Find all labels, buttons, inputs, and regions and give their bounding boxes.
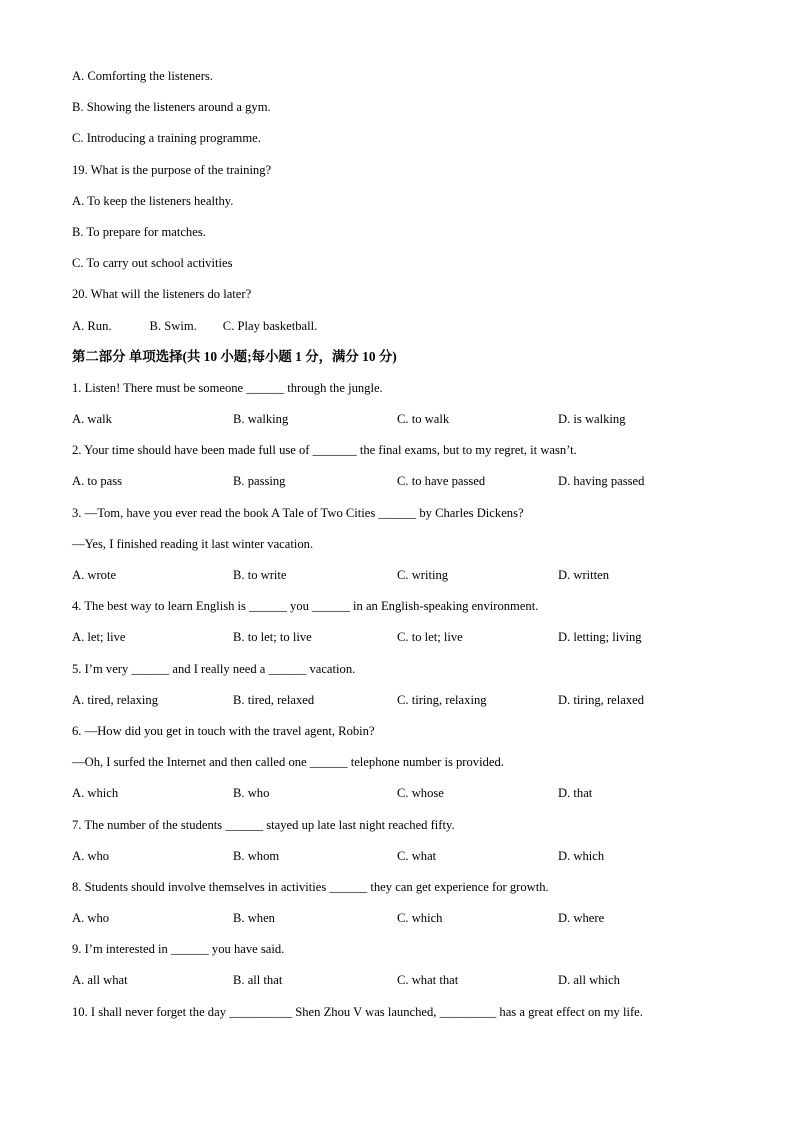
option-a: A. Run. bbox=[72, 318, 112, 333]
option-c: C. which bbox=[397, 911, 443, 926]
question-options bbox=[72, 625, 732, 656]
option-b: B. when bbox=[233, 911, 275, 926]
option-line: A. Comforting the listeners. bbox=[72, 69, 213, 83]
option-d: D. letting; living bbox=[558, 630, 642, 645]
question-options bbox=[72, 469, 732, 500]
option-d: D. which bbox=[558, 848, 605, 863]
option-c: C. whose bbox=[397, 786, 444, 801]
question-stem: 2. Your time should have been made full use of _______ the final exams, but to my regret, it wasn’t. bbox=[72, 443, 577, 458]
option-a: A. to pass bbox=[72, 474, 123, 489]
question-20-stem: 20. What will the listeners do later? bbox=[72, 287, 252, 302]
option-d: D. is walking bbox=[558, 412, 626, 427]
option-b: B. walking bbox=[233, 412, 289, 427]
question-options bbox=[72, 563, 732, 594]
option-a: A. wrote bbox=[72, 568, 117, 582]
option-a: A. who bbox=[72, 848, 110, 863]
option-c: C. to walk bbox=[397, 412, 450, 427]
question-19-stem: 19. What is the purpose of the training? bbox=[72, 162, 272, 177]
question-stem: 1. Listen! There must be someone ______ through the jungle. bbox=[72, 380, 383, 395]
question-options bbox=[72, 968, 732, 999]
option-line: A. To keep the listeners healthy. bbox=[72, 193, 234, 208]
option-c: C. to have passed bbox=[397, 474, 486, 489]
question-stem-reply: —Yes, I finished reading it last winter vacation. bbox=[72, 536, 314, 551]
option-line: C. Introducing a training programme. bbox=[72, 131, 261, 146]
option-d: D. that bbox=[558, 786, 593, 801]
option-c: C. tiring, relaxing bbox=[397, 692, 487, 707]
question-stem: 3. —Tom, have you ever read the book A Tale of Two Cities ______ by Charles Dickens? bbox=[72, 505, 524, 520]
option-c: C. writing bbox=[397, 568, 449, 582]
option-d: D. where bbox=[558, 911, 605, 926]
question-options bbox=[72, 781, 732, 812]
question-stem: 7. The number of the students ______ stayed up late last night reached fifty. bbox=[72, 817, 455, 832]
option-b: B. all that bbox=[233, 973, 283, 988]
option-a: A. which bbox=[72, 786, 119, 801]
option-d: D. all which bbox=[558, 973, 620, 988]
question-stem: 10. I shall never forget the day __________ Shen Zhou V was launched, _________ has a great effect on my life. bbox=[72, 1004, 643, 1019]
option-a: A. who bbox=[72, 911, 110, 926]
question-stem: 9. I’m interested in ______ you have said. bbox=[72, 942, 285, 957]
option-d: D. having passed bbox=[558, 474, 645, 489]
question-options bbox=[72, 906, 732, 937]
question-stem: 6. —How did you get in touch with the travel agent, Robin? bbox=[72, 723, 375, 738]
option-a: A. all what bbox=[72, 973, 128, 988]
option-a: A. tired, relaxing bbox=[72, 692, 159, 707]
option-a: A. let; live bbox=[72, 630, 126, 645]
question-stem: 8. Students should involve themselves in activities ______ they can get experience for growth. bbox=[72, 879, 549, 894]
option-line: B. Showing the listeners around a gym. bbox=[72, 100, 271, 115]
question-stem: 5. I’m very ______ and I really need a ______ vacation. bbox=[72, 661, 356, 676]
question-20-options bbox=[72, 314, 732, 345]
option-b: B. tired, relaxed bbox=[233, 692, 315, 707]
question-stem-reply: —Oh, I surfed the Internet and then called one ______ telephone number is provided. bbox=[72, 755, 504, 770]
option-b: B. passing bbox=[233, 474, 286, 489]
option-b: B. who bbox=[233, 786, 270, 801]
option-c: C. Play basketball. bbox=[222, 318, 318, 333]
option-b: B. to write bbox=[233, 568, 287, 582]
section-heading: 第二部分 单项选择(共 10 小题;每小题 1 分，满分 10 分) bbox=[72, 348, 397, 364]
option-c: C. what bbox=[397, 848, 437, 863]
question-options bbox=[72, 844, 732, 875]
option-c: C. what that bbox=[397, 973, 459, 988]
option-line: B. To prepare for matches. bbox=[72, 224, 206, 239]
option-d: D. written bbox=[558, 568, 610, 582]
option-d: D. tiring, relaxed bbox=[558, 692, 645, 707]
option-b: B. to let; to live bbox=[233, 630, 312, 645]
option-line: C. To carry out school activities bbox=[72, 256, 233, 271]
question-stem: 4. The best way to learn English is ______ you ______ in an English-speaking environment. bbox=[72, 599, 539, 614]
question-options bbox=[72, 688, 732, 719]
option-b: B. Swim. bbox=[149, 318, 197, 333]
option-a: A. walk bbox=[72, 412, 112, 427]
worksheet-page bbox=[72, 64, 732, 1031]
option-b: B. whom bbox=[233, 848, 280, 863]
question-options bbox=[72, 407, 732, 438]
option-c: C. to let; live bbox=[397, 630, 463, 645]
